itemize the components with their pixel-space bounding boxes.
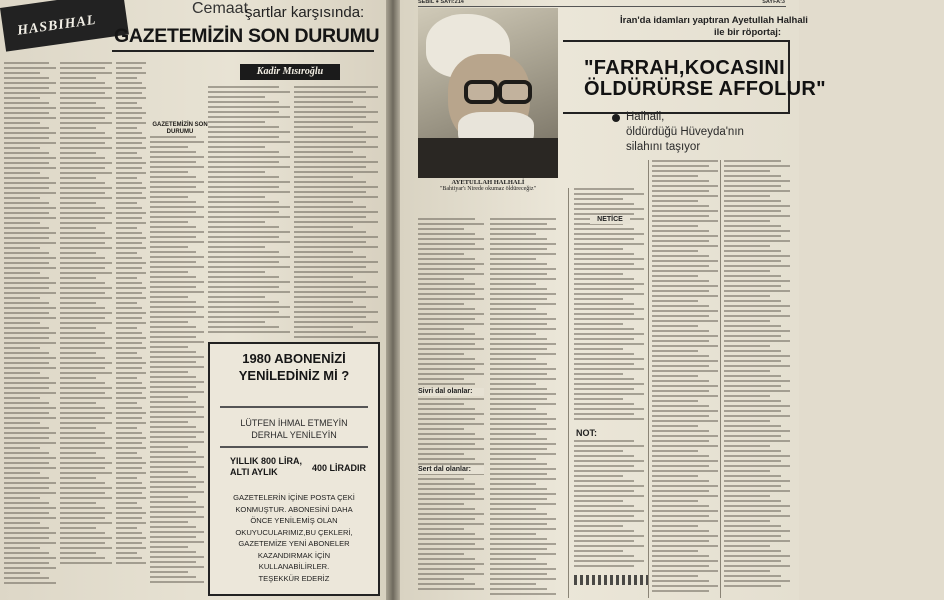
- ad-notice: [210, 417, 378, 441]
- right-text-column-1: [418, 218, 484, 598]
- right-text-column-5: [724, 160, 790, 598]
- right-text-column-2: [490, 218, 556, 598]
- kicker-line-1: İran'da idamları yaptıran Ayetullah Halhali: [620, 15, 808, 26]
- column-rule: [648, 160, 649, 598]
- left-newspaper-page: [0, 0, 386, 600]
- author-byline: Kadir Mısıroğlu: [240, 64, 340, 80]
- ad-body-line: ÖNCE YENİLEMİŞ OLAN: [250, 516, 338, 525]
- page-header: [400, 0, 799, 6]
- title-line-2: ÖLDÜRÜRSE AFFOLUR": [584, 78, 826, 100]
- ad-body: [214, 492, 374, 584]
- headline-rule: [112, 50, 374, 52]
- ad-title-line-1: 1980 ABONENİZİ: [242, 351, 346, 366]
- interview-deck: [626, 110, 744, 155]
- bullet-icon: [612, 114, 620, 122]
- text-column-6: [294, 86, 378, 336]
- kicker-partial: Cemaat: [192, 0, 249, 17]
- subscription-ad-box: [208, 342, 380, 596]
- interview-title: [584, 58, 826, 100]
- text-column-1: [4, 62, 56, 598]
- ad-body-line: OKUYUCULARIMIZ,BU ÇEKLERİ,: [235, 527, 353, 537]
- text-column-3: [116, 62, 146, 598]
- ad-price-line-2: ALTI AYLIK: [230, 467, 278, 477]
- kicker-line-2: ile bir röportaj:: [714, 27, 782, 38]
- interview-kicker: [558, 15, 808, 39]
- section-label: NETİCE: [590, 216, 630, 224]
- page-number-label: SAYFA:3: [762, 0, 785, 5]
- column-rule: [568, 188, 569, 598]
- ad-body-line: KAZANDIRMAK İÇİN: [257, 550, 331, 560]
- caption-name: AYETULLAH HALHALİ: [451, 179, 525, 186]
- photo-caption: [420, 179, 556, 193]
- ad-price-line-1: YILLIK 800 LİRA,: [230, 456, 303, 466]
- section-subhead: GAZETEMİZİN SON DURUMU: [152, 122, 208, 135]
- ad-price: [230, 456, 367, 478]
- title-line-1: "FARRAH,KOCASINI: [584, 57, 785, 79]
- ad-body-line: GAZETEMİZE YENİ ABONELER: [238, 539, 350, 548]
- right-text-column-4: [652, 160, 718, 598]
- column-tag-hasbihal: [0, 0, 129, 52]
- right-text-column-3-lower: [574, 440, 644, 570]
- ad-title: [210, 350, 378, 384]
- text-column-4: [150, 136, 204, 598]
- cleric-portrait-photo: [418, 8, 558, 178]
- ad-body-line: KULLANABİLİRLER.: [258, 562, 330, 571]
- kicker-line: şartlar karşısında:: [245, 4, 365, 21]
- ad-divider: [220, 406, 368, 408]
- header-rule: [418, 6, 786, 7]
- section-label: Sivri dal olanlar:: [418, 388, 484, 396]
- ornament-divider: [574, 575, 648, 585]
- text-column-2: [60, 62, 112, 598]
- deck-line-2: öldürdüğü Hüveyda'nın: [626, 126, 744, 138]
- section-label: Sert dal olanlar:: [418, 466, 484, 474]
- text-column-5: [208, 86, 290, 336]
- ad-body-line: TEŞEKKÜR EDERİZ: [258, 573, 330, 583]
- ad-body-line: GAZETELERİN İÇİNE POSTA ÇEKİ: [233, 493, 355, 502]
- note-label: NOT:: [576, 428, 597, 438]
- ad-notice-line-1: LÜTFEN İHMAL ETMEYİN: [240, 418, 348, 428]
- ad-body-line: KONMUŞTUR. ABONESİNİ DAHA: [235, 504, 353, 514]
- ad-divider: [220, 446, 368, 448]
- deck-line-1: Halhali,: [626, 111, 665, 123]
- page-gutter: [386, 0, 400, 600]
- caption-text: "Bahtiyar'ı Nirede okumaz öldüreceğiz": [439, 186, 537, 192]
- ad-notice-line-2: DERHAL YENİLEYİN: [251, 430, 337, 440]
- ad-price-line-3: 400 LİRADIR: [312, 463, 367, 473]
- column-tag-label: HASBIHAL: [16, 12, 98, 39]
- headline: GAZETEMİZİN SON DURUMU: [114, 25, 380, 47]
- column-rule: [720, 160, 721, 598]
- ad-title-line-2: YENİLEDİNİZ Mİ ?: [238, 368, 350, 383]
- issue-label: SEBİL ● SAYI:214: [418, 0, 464, 5]
- deck-line-3: silahını taşıyor: [626, 141, 701, 153]
